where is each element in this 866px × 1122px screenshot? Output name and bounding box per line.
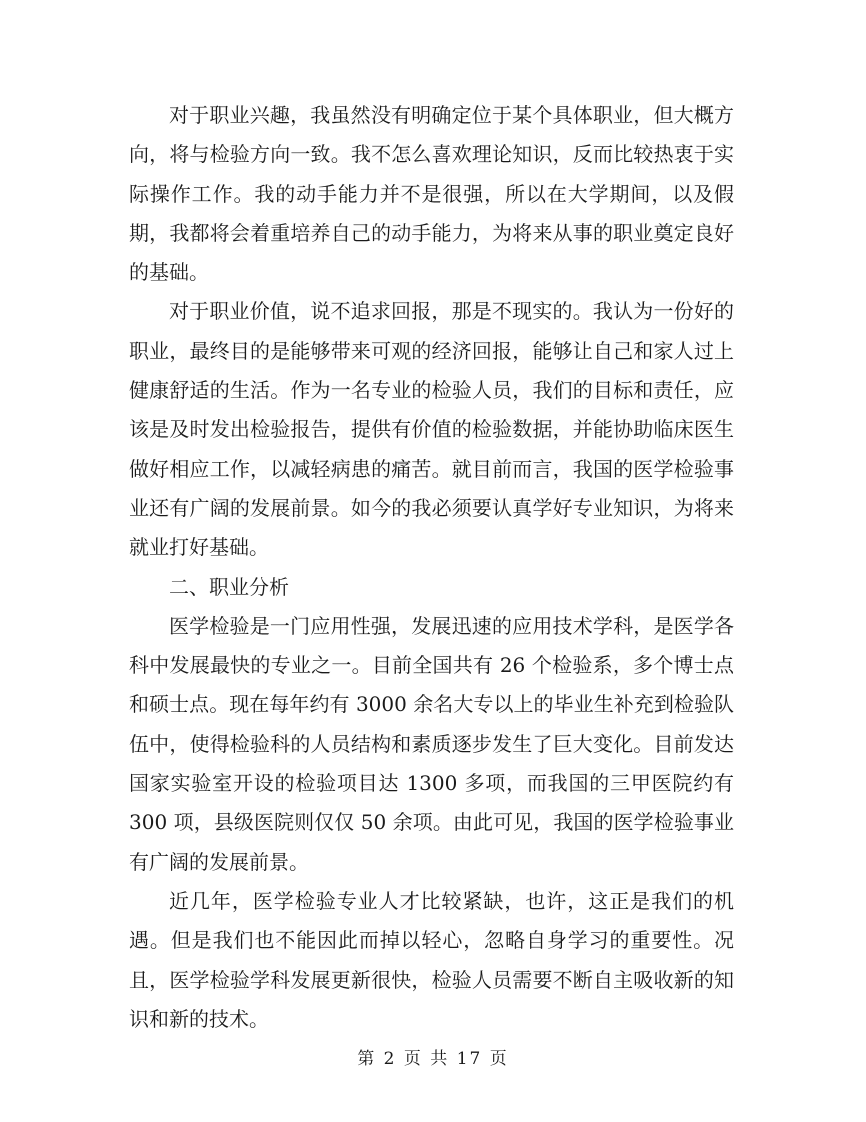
section-heading-career-analysis: 二、职业分析 (169, 574, 289, 599)
body-text (129, 96, 734, 1039)
paragraph-career-interest: 对于职业兴趣，我虽然没有明确定位于某个具体职业，但大概方向，将与检验方向一致。我不怎么喜欢理论知识，反而比较热衷于实际操作工作。我的动手能力并不是很强，所以在大学期间，以及假期，我都将会着重培养自己的动手能力，为将来从事的职业奠定良好的基础。 (129, 103, 734, 285)
page-number-footer: 第 2 页 共 17 页 (357, 1049, 509, 1069)
paragraph-medical-lab-overview: 医学检验是一门应用性强，发展迅速的应用技术学科，是医学各科中发展最快的专业之一。目前全国共有 26 个检验系，多个博士点和硕士点。现在每年约有 3000 余名大专以上的毕业生补充到检验队伍中，使得检验科的人员结构和素质逐步发生了巨大变化。目前发达国家实验室开设的检验项目达 1300 多项，而我国的三甲医院约有 300 项，县级医院则仅仅 50 余项。由此可见，我国的医学检验事业有广阔的发展前景。 (129, 613, 734, 874)
paragraph-opportunity: 近几年，医学检验专业人才比较紧缺，也许，这正是我们的机遇。但是我们也不能因此而掉以轻心，忽略自身学习的重要性。况且，医学检验学科发展更新很快，检验人员需要不断自主吸收新的知识和新的技术。 (129, 888, 734, 1031)
paragraph-career-value: 对于职业价值，说不追求回报，那是不现实的。我认为一份好的职业，最终目的是能够带来可观的经济回报，能够让自己和家人过上健康舒适的生活。作为一名专业的检验人员，我们的目标和责任，应该是及时发出检验报告，提供有价值的检验数据，并能协助临床医生做好相应工作，以减轻病患的痛苦。就目前而言，我国的医学检验事业还有广阔的发展前景。如今的我必须要认真学好专业知识，为将来就业打好基础。 (129, 299, 734, 560)
